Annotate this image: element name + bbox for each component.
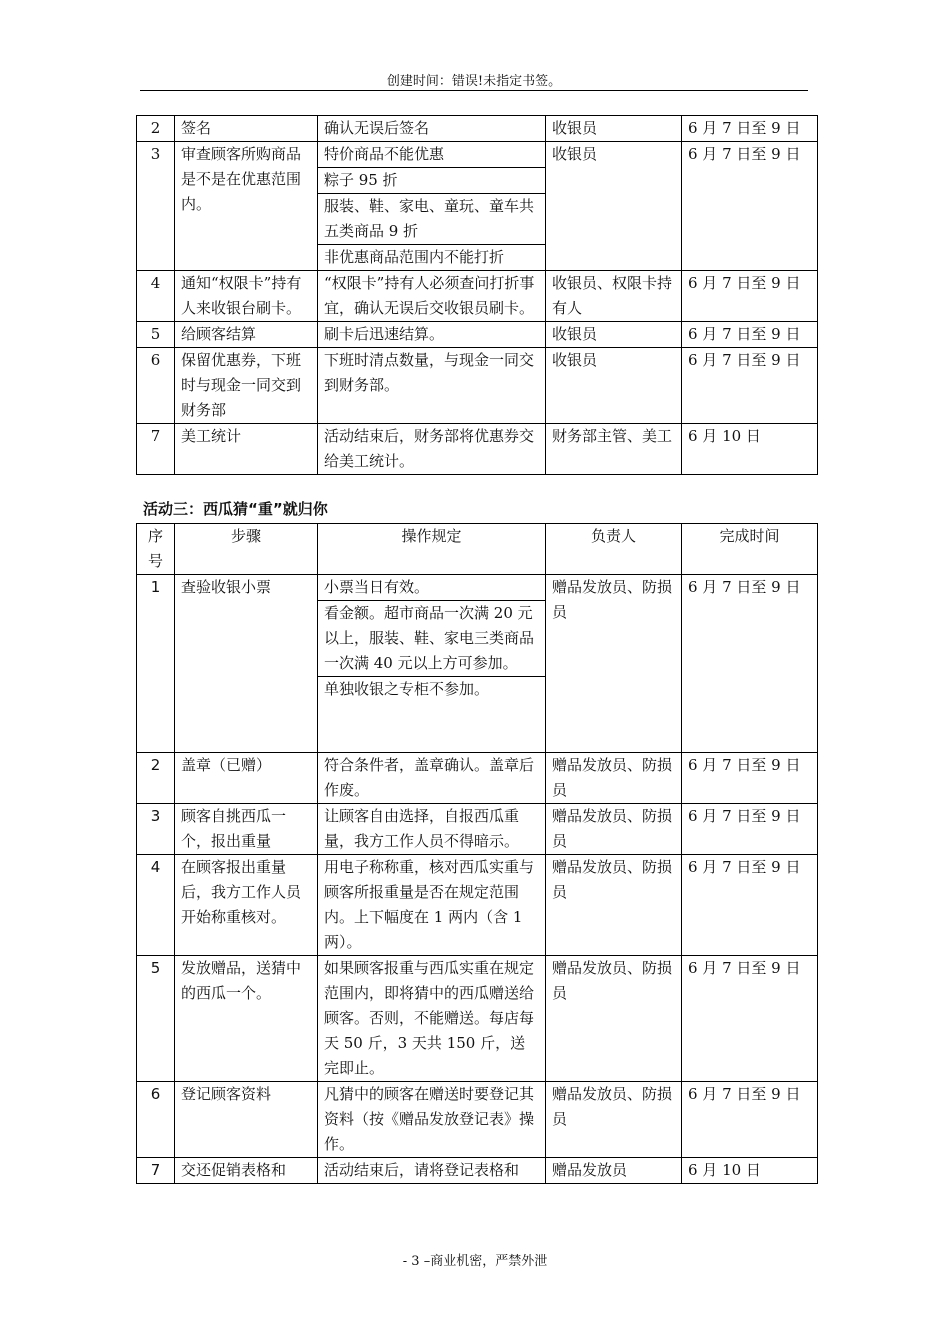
- page-header: 创建时间：错误!未指定书签。: [386, 74, 562, 89]
- ops-cell: [318, 142, 546, 271]
- step-cell: 发放赠品，送猜中的西瓜一个。: [175, 956, 318, 1082]
- step-cell: 交还促销表格和: [175, 1158, 318, 1184]
- step-cell: 给顾客结算: [175, 322, 318, 348]
- header-no: 序号: [137, 524, 175, 575]
- row-number: 1: [137, 575, 175, 753]
- table-row: [137, 271, 818, 322]
- time-cell: 6 月 7 日至 9 日: [682, 348, 818, 424]
- header-time: 完成时间: [682, 524, 818, 575]
- row-number: 5: [137, 956, 175, 1082]
- watermelon-procedure-table: [136, 523, 818, 1184]
- table-row: [137, 804, 818, 855]
- ops-cell: 凡猜中的顾客在赠送时要登记其资料（按《赠品发放登记表》操作。: [318, 1082, 546, 1158]
- time-cell: 6 月 7 日至 9 日: [682, 322, 818, 348]
- step-cell: 审查顾客所购商品是不是在优惠范围内。: [175, 142, 318, 271]
- step-cell: 查验收银小票: [175, 575, 318, 753]
- step-cell: 盖章（已赠）: [175, 753, 318, 804]
- ops-item: 看金额。超市商品一次满 20 元以上，服装、鞋、家电三类商品一次满 40 元以上方可参加。: [318, 601, 545, 677]
- row-number: 4: [137, 855, 175, 956]
- owner-cell: 收银员: [546, 116, 682, 142]
- step-cell: 美工统计: [175, 424, 318, 475]
- owner-cell: 收银员: [546, 322, 682, 348]
- owner-cell: 赠品发放员: [546, 1158, 682, 1184]
- table-row: [137, 1082, 818, 1158]
- ops-cell: 确认无误后签名: [318, 116, 546, 142]
- ops-cell: 活动结束后，请将登记表格和: [318, 1158, 546, 1184]
- time-cell: 6 月 7 日至 9 日: [682, 804, 818, 855]
- row-number: 6: [137, 348, 175, 424]
- owner-cell: 赠品发放员、防损员: [546, 575, 682, 753]
- ops-cell: 用电子称称重，核对西瓜实重与顾客所报重量是否在规定范围内。上下幅度在 1 两内（含 1 两）。: [318, 855, 546, 956]
- owner-cell: 财务部主管、美工: [546, 424, 682, 475]
- table-row: [137, 575, 818, 753]
- owner-cell: 收银员: [546, 142, 682, 271]
- table-row: [137, 855, 818, 956]
- section-title: 活动三：西瓜猜“重”就归你: [143, 500, 328, 518]
- owner-cell: 赠品发放员、防损员: [546, 855, 682, 956]
- ops-item: 单独收银之专柜不参加。: [324, 680, 490, 698]
- ops-item: 非优惠商品范围内不能打折: [324, 248, 505, 266]
- ops-item: 粽子 95 折: [318, 168, 545, 194]
- step-cell: 通知“权限卡”持有人来收银台刷卡。: [175, 271, 318, 322]
- ops-cell: 活动结束后，财务部将优惠券交给美工统计。: [318, 424, 546, 475]
- header-owner: 负责人: [546, 524, 682, 575]
- table-row: [137, 116, 818, 142]
- row-number: 2: [137, 753, 175, 804]
- table-row: [137, 753, 818, 804]
- time-cell: 6 月 7 日至 9 日: [682, 116, 818, 142]
- table-row: [137, 142, 818, 271]
- page-footer: - 3 –商业机密，严禁外泄: [402, 1254, 548, 1269]
- table-row: [137, 322, 818, 348]
- ops-cell: 让顾客自由选择，自报西瓜重量，我方工作人员不得暗示。: [318, 804, 546, 855]
- ops-item: 服装、鞋、家电、童玩、童车共五类商品 9 折: [318, 194, 545, 245]
- procedure-table-continued: [136, 115, 818, 475]
- step-cell: 签名: [175, 116, 318, 142]
- row-number: 7: [137, 1158, 175, 1184]
- row-number: 2: [137, 116, 175, 142]
- time-cell: 6 月 7 日至 9 日: [682, 575, 818, 753]
- ops-cell: 下班时清点数量，与现金一同交到财务部。: [318, 348, 546, 424]
- row-number: 6: [137, 1082, 175, 1158]
- ops-cell: [318, 575, 546, 753]
- owner-cell: 赠品发放员、防损员: [546, 753, 682, 804]
- time-cell: 6 月 7 日至 9 日: [682, 271, 818, 322]
- row-number: 3: [137, 142, 175, 271]
- step-cell: 顾客自挑西瓜一个，报出重量: [175, 804, 318, 855]
- owner-cell: 赠品发放员、防损员: [546, 804, 682, 855]
- step-cell: 保留优惠券，下班时与现金一同交到财务部: [175, 348, 318, 424]
- row-number: 4: [137, 271, 175, 322]
- table-header-row: [137, 524, 818, 575]
- row-number: 5: [137, 322, 175, 348]
- owner-cell: 赠品发放员、防损员: [546, 956, 682, 1082]
- header-step: 步骤: [175, 524, 318, 575]
- step-cell: 登记顾客资料: [175, 1082, 318, 1158]
- ops-cell: 如果顾客报重与西瓜实重在规定范围内，即将猜中的西瓜赠送给顾客。否则，不能赠送。每店每天 50 斤，3 天共 150 斤，送完即止。: [318, 956, 546, 1082]
- step-cell: 在顾客报出重量后，我方工作人员开始称重核对。: [175, 855, 318, 956]
- header-ops: 操作规定: [318, 524, 546, 575]
- time-cell: 6 月 7 日至 9 日: [682, 142, 818, 271]
- owner-cell: 收银员: [546, 348, 682, 424]
- table-row: [137, 1158, 818, 1184]
- table-row: [137, 424, 818, 475]
- time-cell: 6 月 7 日至 9 日: [682, 753, 818, 804]
- ops-item: 小票当日有效。: [318, 575, 545, 601]
- ops-cell: 符合条件者，盖章确认。盖章后作废。: [318, 753, 546, 804]
- table-row: [137, 956, 818, 1082]
- time-cell: 6 月 7 日至 9 日: [682, 855, 818, 956]
- row-number: 3: [137, 804, 175, 855]
- time-cell: 6 月 10 日: [682, 424, 818, 475]
- row-number: 7: [137, 424, 175, 475]
- table-row: [137, 348, 818, 424]
- owner-cell: 收银员、权限卡持有人: [546, 271, 682, 322]
- time-cell: 6 月 10 日: [682, 1158, 818, 1184]
- ops-cell: 刷卡后迅速结算。: [318, 322, 546, 348]
- ops-cell: “权限卡”持有人必须查问打折事宜，确认无误后交收银员刷卡。: [318, 271, 546, 322]
- time-cell: 6 月 7 日至 9 日: [682, 1082, 818, 1158]
- ops-item: 特价商品不能优惠: [318, 142, 545, 168]
- time-cell: 6 月 7 日至 9 日: [682, 956, 818, 1082]
- owner-cell: 赠品发放员、防损员: [546, 1082, 682, 1158]
- header-divider: [140, 90, 808, 91]
